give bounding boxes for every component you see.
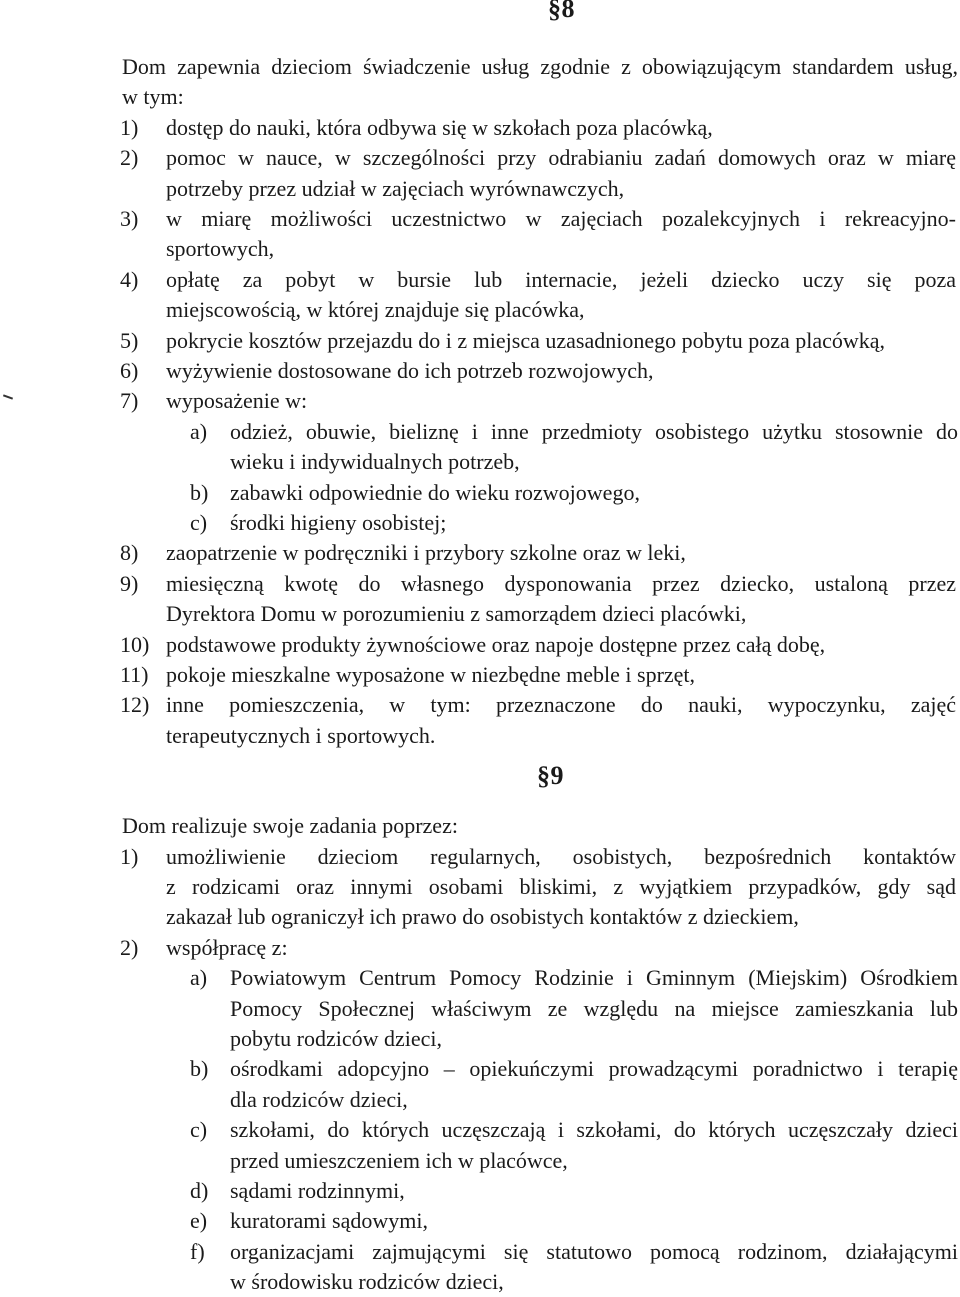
subitem-text: organizacjami zajmującymi się statutowo pomocą rodzinom, działającymi bbox=[230, 1238, 958, 1264]
item-number: 3) bbox=[120, 206, 139, 231]
margin-mark bbox=[3, 394, 13, 399]
item-text: w miarę możliwości uczestnictwo w zajęciach pozalekcyjnych i rekreacyjno- bbox=[166, 206, 956, 231]
item-text: miesięczną kwotę do własnego dysponowania przez dziecko, ustaloną przez bbox=[166, 570, 956, 596]
section-9-heading: §9 bbox=[537, 761, 564, 791]
item-text: podstawowe produkty żywnościowe oraz napoje dostępne przez całą dobę, bbox=[166, 631, 826, 657]
item-number: 11) bbox=[120, 662, 149, 687]
subitem-letter: c) bbox=[190, 1117, 208, 1143]
subitem-letter: d) bbox=[190, 1178, 209, 1203]
item-text: współpracę z: bbox=[166, 934, 288, 960]
item-text: Dyrektora Domu w porozumieniu z samorządem dzieci placówki, bbox=[166, 601, 747, 627]
subitem-letter: c) bbox=[190, 510, 208, 535]
subitem-text: Pomocy Społecznej właściwym ze względu na miejsce zamieszkania lub bbox=[230, 995, 958, 1021]
item-text: miejscowością, w której znajduje się placówka, bbox=[166, 297, 585, 323]
subitem-letter: b) bbox=[190, 1056, 209, 1082]
subitem-letter: a) bbox=[190, 965, 208, 991]
item-number: 6) bbox=[120, 358, 139, 383]
item-text: z rodzicami oraz innymi osobami bliskimi, z wyjątkiem przypadków, gdy sąd bbox=[166, 874, 956, 899]
item-number: 4) bbox=[120, 266, 139, 292]
subitem-letter: a) bbox=[190, 418, 208, 444]
item-text: pokoje mieszkalne wyposażone w niezbędne meble i sprzęt, bbox=[166, 662, 696, 687]
subitem-text: ośrodkami adopcyjno – opiekuńczymi prowadzącymi poradnictwo i terapię bbox=[230, 1056, 958, 1082]
subitem-text: szkołami, do których uczęszczają i szkołami, do których uczęszczały dzieci bbox=[230, 1117, 958, 1143]
section-9-intro: Dom realizuje swoje zadania poprzez: bbox=[122, 813, 458, 839]
item-text: opłatę za pobyt w bursie lub internacie, jeżeli dziecko uczy się poza bbox=[166, 266, 956, 292]
item-text: pomoc w nauce, w szczególności przy odrabianiu zadań domowych oraz w miarę bbox=[166, 145, 956, 171]
subitem-text: pobytu rodziców dzieci, bbox=[230, 1026, 442, 1051]
subitem-text: wieku i indywidualnych potrzeb, bbox=[230, 449, 520, 475]
subitem-text: Powiatowym Centrum Pomocy Rodzinie i Gminnym (Miejskim) Ośrodkiem bbox=[230, 965, 958, 991]
item-text: potrzeby przez udział w zajęciach wyrównawczych, bbox=[166, 175, 625, 201]
item-text: dostęp do nauki, która odbywa się w szkołach poza placówką, bbox=[166, 114, 713, 140]
subitem-text: zabawki odpowiednie do wieku rozwojowego, bbox=[230, 479, 640, 505]
section-8-intro: Dom zapewnia dzieciom świadczenie usług zgodnie z obowiązującym standardem usług, bbox=[122, 54, 958, 79]
item-text: terapeutycznych i sportowych. bbox=[166, 722, 436, 748]
item-text: zakazał lub ograniczył ich prawo do osobistych kontaktów z dzieckiem, bbox=[166, 904, 799, 930]
subitem-text: przed umieszczeniem ich w placówce, bbox=[230, 1147, 568, 1173]
item-number: 5) bbox=[120, 327, 139, 353]
subitem-text: dla rodziców dzieci, bbox=[230, 1086, 408, 1112]
subitem-letter: b) bbox=[190, 479, 209, 505]
item-number: 2) bbox=[120, 934, 139, 960]
subitem-text: sądami rodzinnymi, bbox=[230, 1178, 405, 1203]
section-8-intro-cont: w tym: bbox=[122, 84, 184, 110]
item-number: 1) bbox=[120, 114, 139, 140]
item-text: inne pomieszczenia, w tym: przeznaczone do nauki, wypoczynku, zajęć bbox=[166, 692, 956, 718]
item-number: 7) bbox=[120, 388, 139, 414]
item-text: pokrycie kosztów przejazdu do i z miejsca uzasadnionego pobytu poza placówką, bbox=[166, 327, 886, 353]
item-text: zaopatrzenie w podręczniki i przybory szkolne oraz w leki, bbox=[166, 540, 686, 566]
subitem-text: w środowisku rodziców dzieci, bbox=[230, 1269, 504, 1295]
item-text: wyżywienie dostosowane do ich potrzeb rozwojowych, bbox=[166, 358, 654, 383]
item-number: 2) bbox=[120, 145, 139, 171]
item-number: 10) bbox=[120, 631, 150, 657]
subitem-text: kuratorami sądowymi, bbox=[230, 1208, 428, 1234]
subitem-text: odzież, obuwie, bieliznę i inne przedmioty osobistego użytku stosownie do bbox=[230, 418, 958, 444]
subitem-letter: e) bbox=[190, 1208, 208, 1234]
item-text: umożliwienie dzieciom regularnych, osobistych, bezpośrednich kontaktów bbox=[166, 843, 956, 869]
subitem-text: środki higieny osobistej; bbox=[230, 510, 447, 535]
section-8-heading: §8 bbox=[548, 0, 575, 23]
item-number: 9) bbox=[120, 570, 139, 596]
item-number: 1) bbox=[120, 843, 139, 869]
subitem-letter: f) bbox=[190, 1238, 205, 1264]
item-number: 8) bbox=[120, 540, 139, 566]
item-number: 12) bbox=[120, 692, 150, 718]
item-text: sportowych, bbox=[166, 236, 275, 262]
item-text: wyposażenie w: bbox=[166, 388, 308, 414]
